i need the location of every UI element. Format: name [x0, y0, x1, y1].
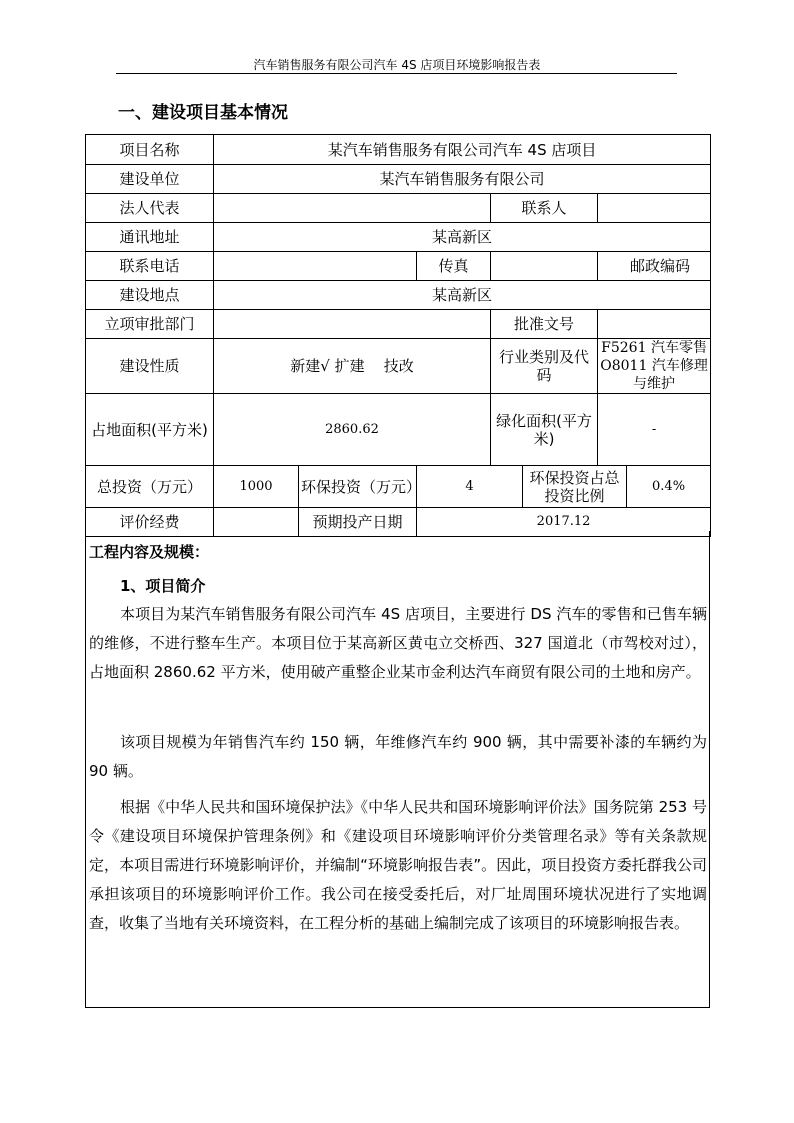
- total-invest-value: 1000: [214, 466, 299, 508]
- contact-label: 联系人: [491, 194, 598, 223]
- postcode-label-text: 邮政编码: [629, 257, 690, 275]
- table-row: [86, 223, 711, 252]
- address-value: 某高新区: [214, 223, 711, 252]
- project-info-table: [85, 134, 711, 537]
- section-heading: 一、建设项目基本情况: [118, 103, 288, 123]
- approval-no-label: 批准文号: [491, 310, 598, 339]
- legal-rep-value: [214, 194, 491, 223]
- area-value: 2860.62: [214, 394, 491, 466]
- env-invest-value: 4: [417, 466, 523, 508]
- table-row: [86, 281, 711, 310]
- env-invest-label: 环保投资（万元）: [299, 466, 417, 508]
- area-label: 占地面积(平方米): [86, 394, 214, 466]
- total-invest-label: 总投资（万元）: [86, 466, 214, 508]
- approval-dept-label: 立项审批部门: [86, 310, 214, 339]
- industry-value: F5261 汽车零售 O8011 汽车修理与维护: [598, 339, 711, 394]
- approval-no-value: [598, 310, 711, 339]
- address-label: 通讯地址: [86, 223, 214, 252]
- builder-label: 建设单位: [86, 165, 214, 194]
- table-row: [86, 165, 711, 194]
- project-content-box: [85, 531, 710, 1008]
- approval-dept-value: [214, 310, 491, 339]
- eval-fee-label: 评价经费: [86, 508, 214, 537]
- table-row: [86, 466, 711, 508]
- fax-label: 传真: [417, 252, 491, 281]
- nature-label: 建设性质: [86, 339, 214, 394]
- contact-value: [598, 194, 711, 223]
- phone-label: 联系电话: [86, 252, 214, 281]
- project-name-value: 某汽车销售服务有限公司汽车 4S 店项目: [214, 135, 711, 165]
- env-ratio-label: 环保投资占总投资比例: [523, 466, 627, 508]
- table-row: [86, 135, 711, 165]
- green-area-label: 绿化面积(平方米): [491, 394, 598, 466]
- expected-date-label: 预期投产日期: [299, 508, 417, 537]
- env-ratio-value: 0.4%: [627, 466, 711, 508]
- content-heading: 工程内容及规模：: [89, 543, 210, 561]
- nature-value: 新建√ 扩建 技改: [214, 339, 491, 394]
- expected-date-value: 2017.12: [417, 508, 711, 537]
- project-name-label: 项目名称: [86, 135, 214, 165]
- fax-value: [491, 252, 598, 281]
- paragraph-basis: 根据《中华人民共和国环境保护法》《中华人民共和国环境影响评价法》国务院第 253 号令《建设项目环境保护管理条例》和《建设项目环境影响评价分类管理名录》等有关条款规定，本项目需进行环境影响评价，并编制“环境影响报告表”。因此，项目投资方委托群我公司承担该项目的环境影响评价工作。我公司在接受委托后，对厂址周围环境状况进行了实地调查，收集了当地有关环境资料，在工程分析的基础上编制完成了该项目的环境影响报告表。: [89, 798, 707, 932]
- table-row: [86, 339, 711, 394]
- paragraph-scale: 该项目规模为年销售汽车约 150 辆，年维修汽车约 900 辆，其中需要补漆的车辆约为 90 辆。: [89, 733, 707, 780]
- table-row: [86, 252, 711, 281]
- industry-label: 行业类别及代码: [491, 339, 598, 394]
- postcode-label: [598, 252, 711, 281]
- legal-rep-label: 法人代表: [86, 194, 214, 223]
- site-label: 建设地点: [86, 281, 214, 310]
- site-value: 某高新区: [214, 281, 711, 310]
- page-header-title: 汽车销售服务有限公司汽车 4S 店项目环境影响报告表: [253, 58, 541, 72]
- builder-value: 某汽车销售服务有限公司: [214, 165, 711, 194]
- green-area-value: -: [598, 394, 711, 466]
- header-divider: [116, 73, 677, 74]
- table-row: [86, 310, 711, 339]
- paragraph-intro: 本项目为某汽车销售服务有限公司汽车 4S 店项目，主要进行 DS 汽车的零售和已售车辆的维修，不进行整车生产。本项目位于某高新区黄屯立交桥西、327 国道北（市驾校对过），占地面积 2860.62 平方米，使用破产重整企业某市金利达汽车商贸有限公司的土地和房产。: [89, 605, 707, 681]
- project-intro-heading: 1、项目简介: [120, 577, 206, 595]
- table-row: [86, 194, 711, 223]
- phone-value: [214, 252, 417, 281]
- table-row: [86, 394, 711, 466]
